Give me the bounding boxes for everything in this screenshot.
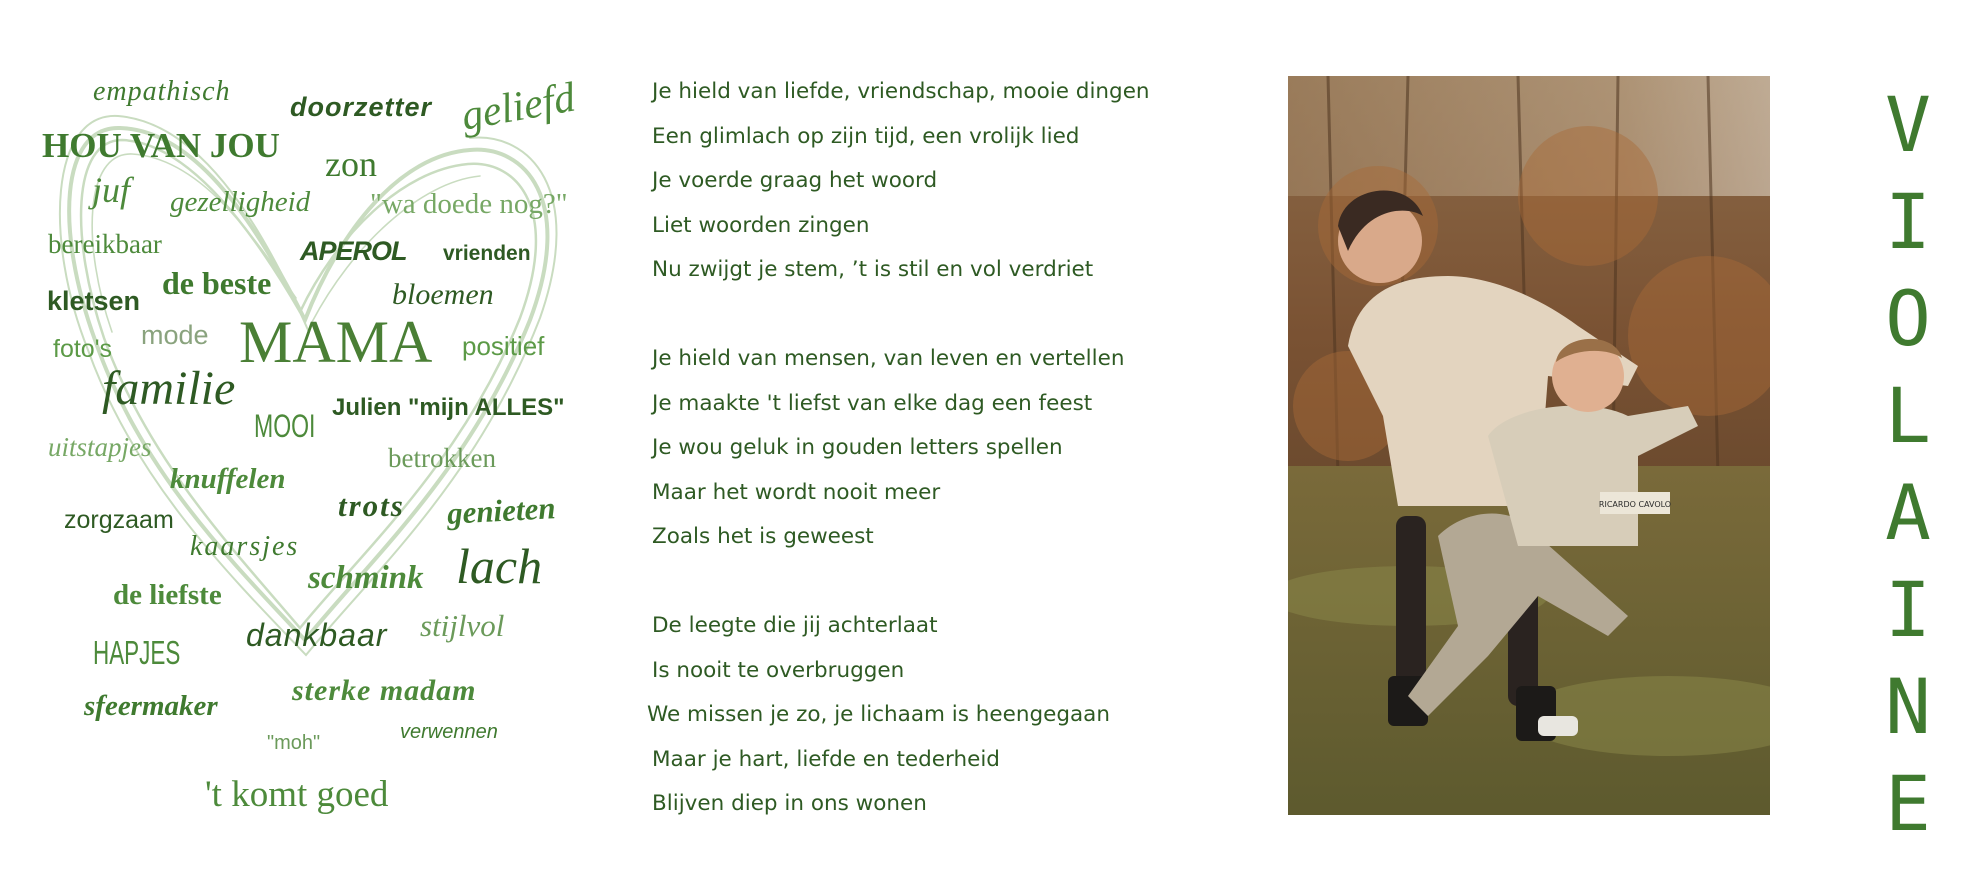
name-letter: L xyxy=(1885,371,1931,460)
cloud-word: de liefste xyxy=(113,579,222,611)
poem-line: We missen je zo, je lichaam is heengegaan xyxy=(647,702,1110,727)
cloud-word: positief xyxy=(462,331,545,361)
cloud-word: familie xyxy=(102,362,236,415)
cloud-word: sfeermaker xyxy=(84,690,218,722)
cloud-word: zon xyxy=(325,144,377,184)
cloud-word: de beste xyxy=(162,265,272,301)
family-photo xyxy=(1288,76,1770,815)
cloud-word: lach xyxy=(456,538,543,594)
name-letter: N xyxy=(1885,662,1931,751)
poem-line: Nu zwijgt je stem, ’t is stil en vol verdriet xyxy=(652,257,1094,282)
name-letter: V xyxy=(1885,80,1931,169)
cloud-word: geliefd xyxy=(458,74,579,140)
name-letter: E xyxy=(1885,759,1931,848)
poem-stanza xyxy=(652,337,1212,560)
cloud-word: genieten xyxy=(446,490,557,531)
cloud-word: juf xyxy=(92,170,131,210)
photo-illustration xyxy=(1288,76,1770,815)
poem-stanza xyxy=(652,70,1212,293)
hoodie-print: RICARDO CAVOLO xyxy=(1598,500,1672,509)
cloud-word: MOOI xyxy=(254,408,316,444)
cloud-word: "wa doede nog?" xyxy=(370,188,568,220)
poem-line: Je maakte 't liefst van elke dag een feest xyxy=(652,390,1093,416)
cloud-word: verwennen xyxy=(400,721,498,743)
poem-line: Is nooit te overbruggen xyxy=(652,657,905,683)
cloud-word: bloemen xyxy=(392,278,494,311)
cloud-word: knuffelen xyxy=(170,463,286,495)
poem-line: Zoals het is geweest xyxy=(652,524,874,549)
poem xyxy=(647,70,1212,871)
cloud-word: trots xyxy=(338,488,405,523)
cloud-word: zorgzaam xyxy=(64,506,174,534)
cloud-word: Julien "mijn ALLES" xyxy=(332,394,565,421)
cloud-word: betrokken xyxy=(388,443,496,473)
name-letter: I xyxy=(1885,177,1931,266)
cloud-word: bereikbaar xyxy=(48,229,162,259)
poem-line: Je hield van liefde, vriendschap, mooie dingen xyxy=(652,79,1150,104)
poem-line: Liet woorden zingen xyxy=(652,212,870,238)
cloud-word: kletsen xyxy=(47,286,141,316)
cloud-word: "moh" xyxy=(267,732,321,754)
poem-line: Een glimlach op zijn tijd, een vrolijk lied xyxy=(652,123,1080,149)
cloud-word: 't komt goed xyxy=(205,774,389,815)
cloud-word: foto's xyxy=(53,335,112,363)
name-letter: A xyxy=(1885,468,1931,557)
cloud-word: sterke madam xyxy=(292,674,477,707)
cloud-word: uitstapjes xyxy=(48,432,152,462)
poem-line: Blijven diep in ons wonen xyxy=(652,791,927,816)
cloud-word: schmink xyxy=(308,560,424,596)
poem-line: Je voerde graag het woord xyxy=(652,168,938,193)
cloud-word: HOU VAN JOU xyxy=(42,126,280,165)
name-letter: O xyxy=(1885,274,1931,363)
cloud-word: HAPJES xyxy=(93,634,181,671)
word-cloud xyxy=(0,0,620,885)
cloud-word: doorzetter xyxy=(290,92,433,122)
cloud-word: APEROL xyxy=(300,236,407,266)
poem-line: Maar het wordt nooit meer xyxy=(652,479,941,505)
cloud-word: empathisch xyxy=(93,76,231,107)
cloud-word: gezelligheid xyxy=(170,186,311,218)
cloud-word: kaarsjes xyxy=(190,531,300,562)
vertical-name xyxy=(1862,76,1954,852)
cloud-word: vrienden xyxy=(443,242,531,265)
poem-line: Je wou geluk in gouden letters spellen xyxy=(652,435,1063,460)
cloud-word: dankbaar xyxy=(246,617,388,653)
poem-line: Je hield van mensen, van leven en vertellen xyxy=(652,346,1125,371)
poem-stanza xyxy=(647,604,1212,827)
cloud-word: mode xyxy=(141,320,209,350)
cloud-word: stijlvol xyxy=(420,608,505,643)
poem-line: De leegte die jij achterlaat xyxy=(652,613,938,638)
cloud-word: MAMA xyxy=(239,309,433,375)
name-letter: I xyxy=(1885,565,1931,654)
poem-line: Maar je hart, liefde en tederheid xyxy=(652,746,1000,772)
